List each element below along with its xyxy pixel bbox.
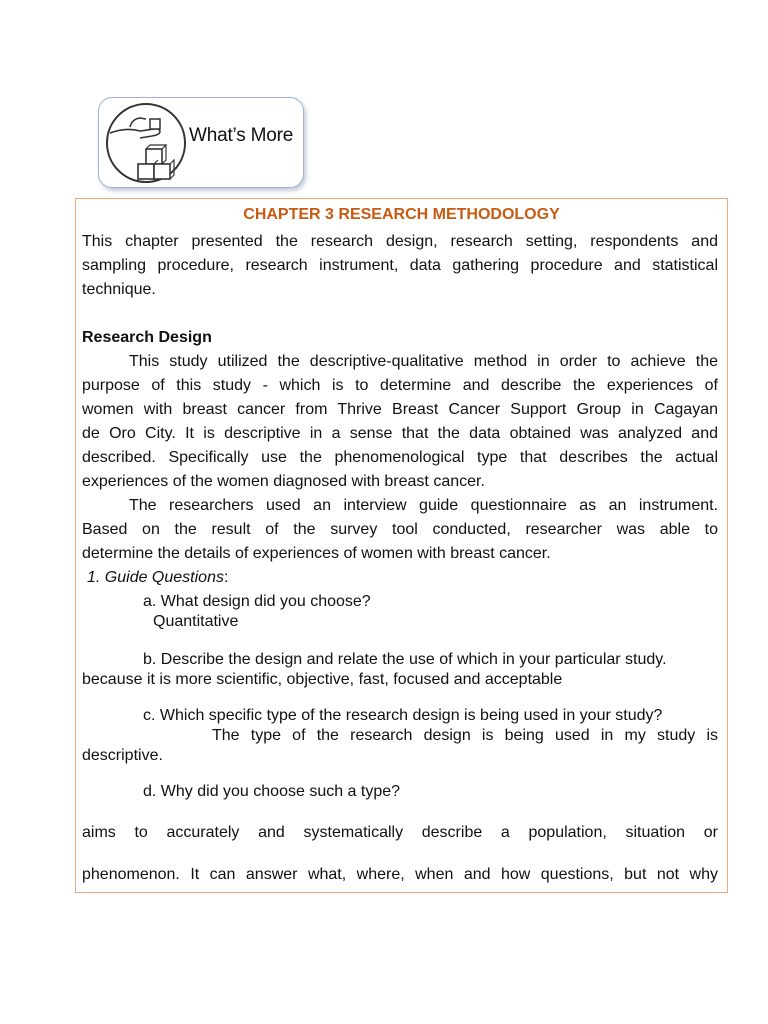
answer-d-line: phenomenon. It can answer what, where, when and how questions, but not why [82,866,718,883]
paragraph-line: This study utilized the descriptive-qualitative method in order to achieve the [129,353,718,370]
chapter-title: CHAPTER 3 RESEARCH METHODOLOGY [243,206,560,223]
hand-stacking-blocks-icon [102,101,190,185]
paragraph-line: de Oro City. It is descriptive in a sense that the data obtained was analyzed and [82,425,718,442]
paragraph-line: purpose of this study - which is to determine and describe the experiences of [82,377,718,394]
answer-c-line: The type of the research design is being used in my study is [212,727,718,744]
question-c: c. Which specific type of the research design is being used in your study? [143,707,663,724]
question-a: a. What design did you choose? [143,593,371,610]
badge-label: What’s More [189,125,294,146]
guide-questions-label: 1. Guide Questions [87,569,224,586]
guide-questions-colon: : [223,569,229,586]
guide-questions-heading [87,568,723,588]
answer-a: Quantitative [153,613,239,630]
intro-line: technique. [82,281,156,298]
paragraph-line: women with breast cancer from Thrive Breast Cancer Support Group in Cagayan [82,401,718,418]
paragraph-line: described. Specifically use the phenomenological type that describes the actual [82,449,718,466]
paragraph-line: determine the details of experiences of women with breast cancer. [82,545,551,562]
section-heading: Research Design [82,329,212,346]
answer-c-line: descriptive. [82,747,163,764]
intro-line: This chapter presented the research design, research setting, respondents and [82,233,718,250]
answer-d-line: aims to accurately and systematically describe a population, situation or [82,824,718,841]
answer-b: because it is more scientific, objective, fast, focused and acceptable [82,671,563,688]
question-b: b. Describe the design and relate the use of which in your particular study. [143,651,667,668]
question-d: d. Why did you choose such a type? [143,783,401,800]
paragraph-line: experiences of the women diagnosed with breast cancer. [82,473,485,490]
paragraph-line: Based on the result of the survey tool conducted, researcher was able to [82,521,718,538]
whats-more-badge [98,97,304,188]
intro-line: sampling procedure, research instrument, data gathering procedure and statistical [82,257,718,274]
paragraph-line: The researchers used an interview guide questionnaire as an instrument. [129,497,718,514]
